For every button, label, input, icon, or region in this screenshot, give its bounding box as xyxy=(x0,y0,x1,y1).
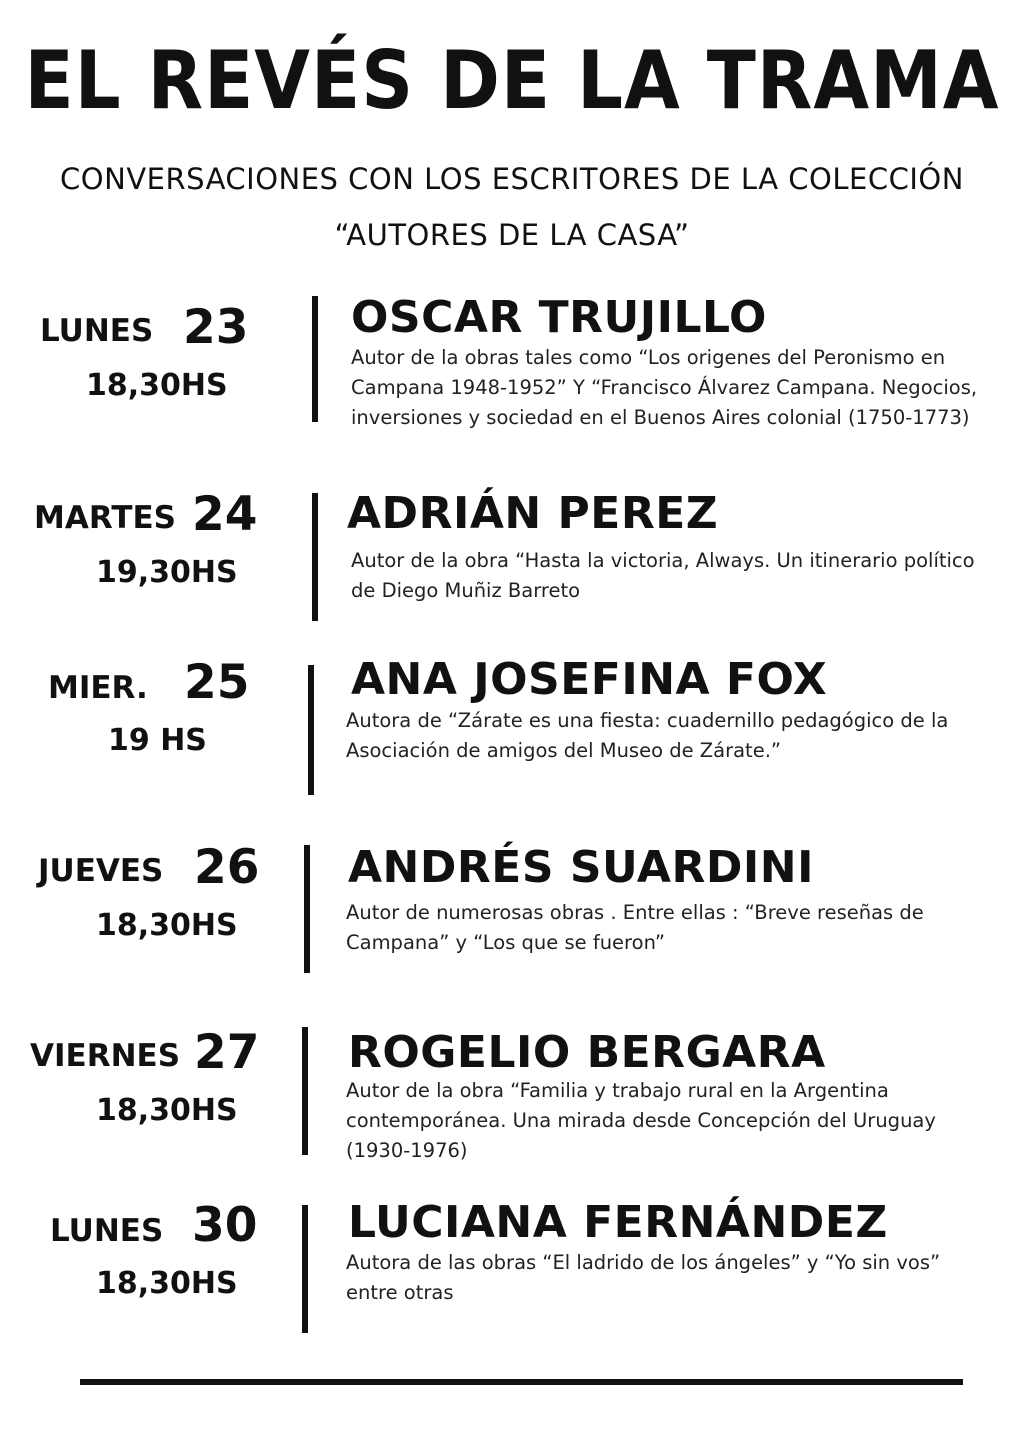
event-time: 19 HS xyxy=(108,723,207,758)
event-time: 18,30HS xyxy=(96,1093,238,1128)
event-day: MARTES xyxy=(34,500,176,536)
author-name: ADRIÁN PEREZ xyxy=(347,488,719,539)
event-date: 25 xyxy=(184,655,250,710)
divider-bar xyxy=(312,296,318,422)
poster-title: EL REVÉS DE LA TRAMA xyxy=(24,32,1000,128)
event-day: JUEVES xyxy=(38,853,164,889)
event-day: LUNES xyxy=(40,313,154,349)
event-time: 18,30HS xyxy=(96,1266,238,1301)
event-date: 27 xyxy=(194,1025,260,1080)
event-day: VIERNES xyxy=(30,1038,181,1074)
author-name: ANA JOSEFINA FOX xyxy=(351,654,828,705)
divider-bar xyxy=(312,493,318,621)
divider-bar xyxy=(304,845,310,973)
author-description: Autor de la obra “Hasta la victoria, Always. Un itinerario político de Diego Muñiz Barreto xyxy=(351,549,975,602)
author-name: LUCIANA FERNÁNDEZ xyxy=(348,1197,888,1248)
event-day: MIER. xyxy=(48,670,148,706)
event-time: 18,30HS xyxy=(86,368,228,403)
author-name: ROGELIO BERGARA xyxy=(348,1027,826,1078)
author-description: Autora de “Zárate es una fiesta: cuadernillo pedagógico de la Asociación de amigos del Museo de Zárate.” xyxy=(346,709,949,762)
event-date: 26 xyxy=(194,840,260,895)
subtitle-line-2: “AUTORES DE LA CASA” xyxy=(334,218,690,252)
event-date: 24 xyxy=(192,487,258,542)
bottom-divider xyxy=(80,1379,963,1385)
event-date: 30 xyxy=(192,1198,258,1253)
author-description: Autor de la obras tales como “Los origenes del Peronismo en Campana 1948-1952” Y “Francisco Álvarez Campana. Negocios, inversiones y sociedad en el Buenos Aires colonial (1750-1773) xyxy=(351,346,978,429)
author-name: OSCAR TRUJILLO xyxy=(351,292,767,343)
author-name: ANDRÉS SUARDINI xyxy=(348,842,814,893)
author-description: Autor de la obra “Familia y trabajo rural en la Argentina contemporánea. Una mirada desde Concepción del Uruguay (1930-1976) xyxy=(346,1079,936,1162)
author-description: Autora de las obras “El ladrido de los ángeles” y “Yo sin vos” entre otras xyxy=(346,1251,941,1304)
event-time: 19,30HS xyxy=(96,555,238,590)
divider-bar xyxy=(308,665,314,795)
author-description: Autor de numerosas obras . Entre ellas : “Breve reseñas de Campana” y “Los que se fueron” xyxy=(346,901,924,954)
event-time: 18,30HS xyxy=(96,908,238,943)
subtitle-line-1: CONVERSACIONES CON LOS ESCRITORES DE LA COLECCIÓN xyxy=(60,162,964,196)
divider-bar xyxy=(302,1205,308,1333)
event-day: LUNES xyxy=(50,1213,164,1249)
divider-bar xyxy=(302,1027,308,1155)
event-date: 23 xyxy=(183,300,249,355)
